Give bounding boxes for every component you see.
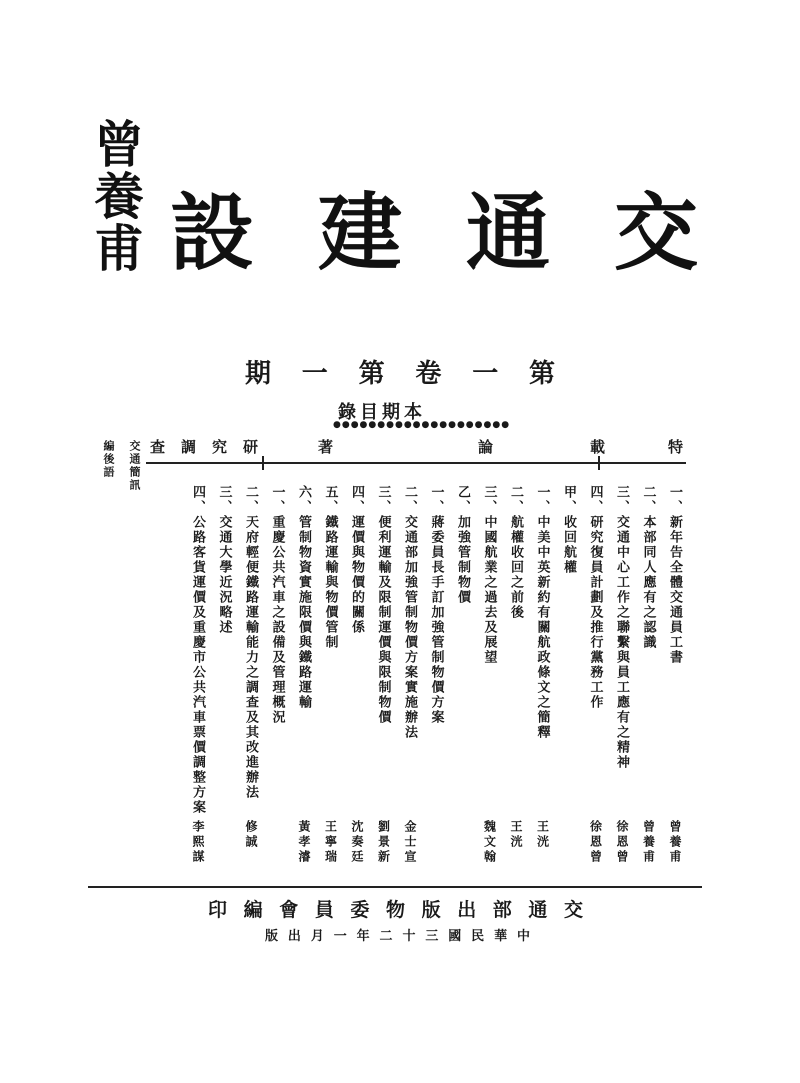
toc-entry-author: 徐恩曾 <box>588 820 603 865</box>
title-char-1: 交 <box>614 183 699 282</box>
toc-entry-author: 劉景新 <box>376 820 391 865</box>
date-char: 華 <box>494 929 508 944</box>
toc-entry-title: 三、便利運輸及限制運價與限制物價 <box>375 485 391 725</box>
publisher-char: 出 <box>457 899 477 921</box>
toc-entry-author: 王洸 <box>535 820 550 850</box>
title-char-4: 設 <box>170 183 255 282</box>
toc-entry-title: 一、重慶公共汽車之設備及管理概況 <box>269 485 285 725</box>
date-char: 一 <box>333 929 347 944</box>
publisher-char: 部 <box>492 899 512 921</box>
section-editor: 編後語 <box>102 440 115 479</box>
date-char: 版 <box>265 929 279 944</box>
toc-entry-title: 三、中國航業之過去及展望 <box>481 485 497 665</box>
section-special-char1: 特 <box>667 438 685 456</box>
toc-entry-author: 沈奏廷 <box>350 820 364 865</box>
section-research-char3: 調 <box>181 438 199 456</box>
issue-text <box>245 353 555 390</box>
date-char: 二 <box>379 929 393 944</box>
toc-entry-title: 三、交通中心工作之聯繫與員工應有之精神 <box>614 485 629 770</box>
date-char: 月 <box>310 929 324 944</box>
publication-date <box>265 925 530 944</box>
toc-entry-author: 金士宣 <box>403 820 417 865</box>
toc-entry-author: 王洸 <box>509 820 523 850</box>
toc-entry-title: 六、管制物資實施限價與鐵路運輸 <box>296 485 311 710</box>
toc-entry-author: 魏文翰 <box>482 820 497 865</box>
toc-entry-title: 一、中美中英新約有關航政條文之簡釋 <box>534 485 550 740</box>
date-char: 民 <box>471 929 485 944</box>
toc-entry-title: 四、公路客貨運價及重慶市公共汽車票價調整方案 <box>190 485 205 815</box>
toc-entry-author: 修誠 <box>244 820 258 850</box>
issue-char: 第 <box>358 359 385 389</box>
date-char: 十 <box>402 929 416 944</box>
toc-entry-title: 二、交通部加強管制物價方案實施辦法 <box>402 485 417 740</box>
ornament-divider: ●●●●●●●●●●●●●●●●●●●● <box>333 420 511 430</box>
publisher-char: 員 <box>314 899 334 921</box>
toc-entry-title: 五、鐵路運輸與物價管制 <box>322 485 338 650</box>
group-divider <box>598 456 600 470</box>
toc-entry-title: 二、本部同人應有之認識 <box>640 485 656 650</box>
toc-entry-title: 一、蔣委員長手訂加強管制物價方案 <box>428 485 444 725</box>
section-theory: 論 <box>478 438 496 456</box>
publisher-char: 委 <box>350 899 370 921</box>
date-char: 中 <box>516 929 530 944</box>
section-research-char1: 研 <box>242 438 260 456</box>
toc-entry-author: 黃孝濬 <box>297 820 311 865</box>
toc-entry-title: 一、新年告全體交通員工書 <box>667 485 682 665</box>
publisher-char: 交 <box>563 899 583 921</box>
publisher <box>208 895 583 922</box>
publisher-char: 編 <box>243 899 263 921</box>
group-divider <box>262 456 264 470</box>
issue-char: 一 <box>472 359 499 389</box>
section-special <box>590 436 685 457</box>
toc-entry-title: 二、天府輕便鐵路運輸能力之調查及其改進辦法 <box>243 485 258 800</box>
section-research <box>150 436 260 457</box>
issue-char: 卷 <box>415 359 442 389</box>
issue-char: 期 <box>245 359 272 389</box>
header-rule <box>146 462 686 464</box>
section-research-char2: 究 <box>212 438 230 456</box>
issue-char: 一 <box>301 359 328 389</box>
toc-entry-title: 乙、加強管制物價 <box>455 485 470 605</box>
toc-entry-title: 四、研究復員計劃及推行黨務工作 <box>587 485 603 710</box>
toc-entry-author: 曾養甫 <box>668 820 682 865</box>
toc-entry-author: 曾養甫 <box>641 820 656 865</box>
toc-entry-title: 四、運價與物價的關係 <box>349 485 364 635</box>
issue-char: 第 <box>528 359 555 389</box>
toc-entry-title: 甲、收回航權 <box>561 485 576 575</box>
section-works: 著 <box>318 438 336 456</box>
publisher-char: 物 <box>386 899 406 921</box>
signature: 曾養甫 <box>86 118 145 274</box>
publisher-char: 通 <box>528 899 548 921</box>
publisher-char: 版 <box>421 899 441 921</box>
date-char: 出 <box>287 929 301 944</box>
publisher-char: 會 <box>279 899 299 921</box>
toc-entry-author: 王寧瑞 <box>323 820 338 865</box>
date-char: 年 <box>356 929 370 944</box>
title-char-2: 通 <box>466 183 551 282</box>
publisher-char: 印 <box>208 899 228 921</box>
section-news: 交通簡訊 <box>128 440 141 492</box>
date-char: 三 <box>425 929 439 944</box>
main-title <box>170 178 700 288</box>
section-research-char4: 查 <box>150 438 168 456</box>
issue-label <box>245 353 555 390</box>
toc-title: 本期目錄 <box>338 402 426 423</box>
toc-entry-title: 三、交通大學近況略述 <box>216 485 232 635</box>
footer-rule <box>88 886 702 888</box>
toc-entry-author: 李熙謀 <box>191 820 205 865</box>
section-special-char2: 載 <box>590 438 608 456</box>
toc-entry-author: 徐恩曾 <box>615 820 629 865</box>
toc-entry-title: 二、航權收回之前後 <box>508 485 523 620</box>
date-char: 國 <box>448 929 462 944</box>
title-char-3: 建 <box>318 183 403 282</box>
